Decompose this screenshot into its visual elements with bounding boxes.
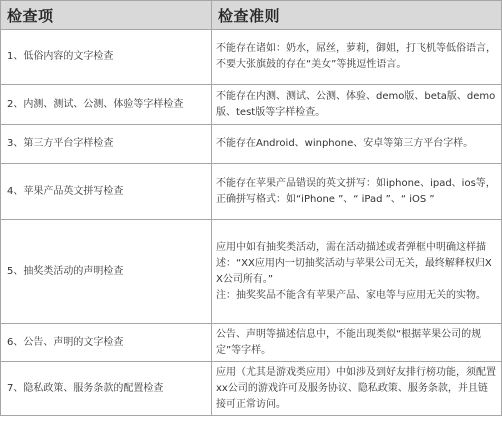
check-item-cell: 6、公告、声明的文字检查 bbox=[1, 324, 212, 362]
table-row bbox=[1, 220, 502, 324]
criteria-cell bbox=[212, 164, 502, 220]
check-item-cell: 7、隐私政策、服务条款的配置检查 bbox=[1, 362, 212, 416]
criteria-cell bbox=[212, 220, 502, 324]
criteria-text: 应用（尤其是游戏类应用）中如涉及到好友排行榜功能，须配置xx公司的游戏许可及服务协议、隐私政策、服务条款，并且链接可正常访问。 bbox=[216, 366, 496, 410]
criteria-cell bbox=[212, 362, 502, 416]
criteria-cell bbox=[212, 30, 502, 85]
table-row bbox=[1, 125, 502, 164]
check-item-cell: 5、抽奖类活动的声明检查 bbox=[1, 220, 212, 324]
table-row bbox=[1, 164, 502, 220]
check-item-cell: 2、内测、测试、公测、体验等字样检查 bbox=[1, 85, 212, 125]
criteria-cell bbox=[212, 125, 502, 164]
check-item-cell: 4、苹果产品英文拼写检查 bbox=[1, 164, 212, 220]
check-item-cell: 3、第三方平台字样检查 bbox=[1, 125, 212, 164]
criteria-text: 公告、声明等描述信息中，不能出现类似“根据苹果公司的规定”等字样。 bbox=[216, 328, 482, 356]
check-item-cell: 1、低俗内容的文字检查 bbox=[1, 30, 212, 85]
table-row bbox=[1, 30, 502, 85]
criteria-text: 不能存在苹果产品错误的英文拼写：如iphone、ipad、ios等，正确拼写格式：如“iPhone ”、“ iPad ”、“ iOS ” bbox=[216, 177, 496, 205]
criteria-cell bbox=[212, 324, 502, 362]
criteria-note-text: 注：抽奖奖品不能含有苹果产品、家电等与应用无关的实物。 bbox=[216, 289, 486, 301]
table-row bbox=[1, 324, 502, 362]
table-row bbox=[1, 85, 502, 125]
criteria-cell bbox=[212, 85, 502, 125]
criteria-text: 不能存在诸如：奶水，屌丝，萝莉，御姐，打飞机等低俗语言，不要大张旗鼓的存在“美女”等挑逗性语言。 bbox=[216, 43, 496, 70]
header-check-criteria: 检查准则 bbox=[212, 1, 502, 30]
criteria-text: 不能存在内测、测试、公测、体验、demo版、beta版、demo版、test版等字样检查。 bbox=[216, 90, 496, 118]
criteria-text: 不能存在Android、winphone、安卓等第三方平台字样。 bbox=[216, 138, 474, 149]
criteria-text: 应用中如有抽奖类活动，需在活动描述或者弹框中明确这样描述：“XX应用内一切抽奖活动与苹果公司无关，最终解释权归XX公司所有。” bbox=[216, 241, 492, 285]
table-header-row bbox=[1, 1, 502, 30]
table-row bbox=[1, 362, 502, 416]
header-check-item: 检查项 bbox=[1, 1, 212, 30]
